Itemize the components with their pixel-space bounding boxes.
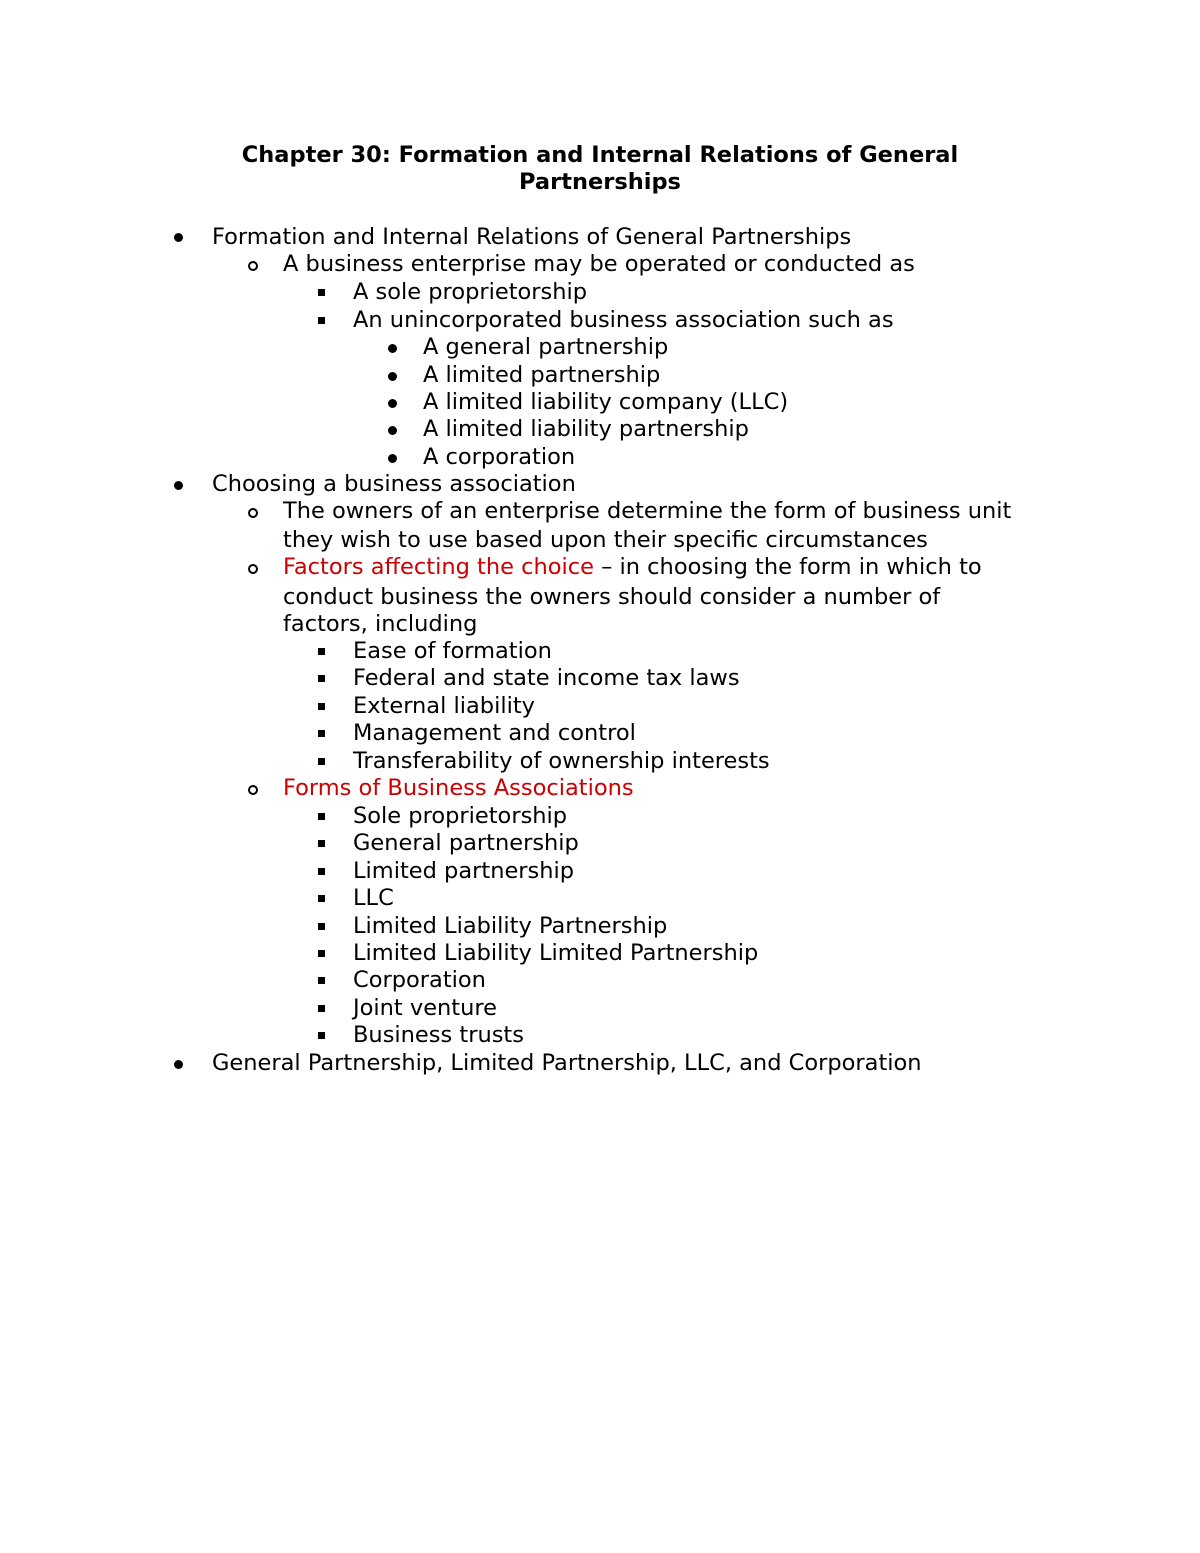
- list-item-level4: A limited liability company (LLC): [423, 389, 789, 415]
- list-item-level3: Management and control: [353, 720, 636, 746]
- list-item-level2-continuation: they wish to use based upon their specific circumstances: [283, 527, 928, 553]
- list-item-level1: Formation and Internal Relations of General Partnerships: [212, 224, 852, 250]
- bullet-disc-icon: [174, 1060, 183, 1069]
- page-title: [150, 142, 1050, 196]
- bullet-ring-icon: [248, 785, 258, 795]
- bullet-square-icon: [318, 758, 325, 765]
- bullet-disc-icon: [388, 454, 397, 463]
- list-item-level2-continuation: factors, including: [283, 611, 478, 637]
- list-item-level2: [283, 554, 982, 581]
- list-item-level4: A general partnership: [423, 334, 669, 360]
- bullet-disc-icon: [388, 344, 397, 353]
- highlight-term: Factors affecting the choice: [283, 554, 594, 580]
- list-item-level2: A business enterprise may be operated or conducted as: [283, 251, 915, 277]
- list-item-level3: Federal and state income tax laws: [353, 665, 740, 691]
- bullet-square-icon: [318, 950, 325, 957]
- bullet-square-icon: [318, 730, 325, 737]
- title-line-2: Partnerships: [519, 169, 681, 195]
- list-item-level3: Limited Liability Partnership: [353, 913, 668, 939]
- list-item-level3: General partnership: [353, 830, 579, 856]
- list-item-level3: Limited partnership: [353, 858, 575, 884]
- list-item-level3: A sole proprietorship: [353, 279, 588, 305]
- list-item-level1: General Partnership, Limited Partnership, LLC, and Corporation: [212, 1050, 922, 1076]
- list-item-level3: Sole proprietorship: [353, 803, 568, 829]
- bullet-disc-icon: [388, 399, 397, 408]
- list-item-text: – in choosing the form in which to: [593, 554, 982, 580]
- bullet-square-icon: [318, 868, 325, 875]
- list-item-level3: Ease of formation: [353, 638, 552, 664]
- bullet-square-icon: [318, 317, 325, 324]
- bullet-square-icon: [318, 923, 325, 930]
- bullet-disc-icon: [174, 233, 183, 242]
- bullet-disc-icon: [388, 426, 397, 435]
- bullet-square-icon: [318, 289, 325, 296]
- bullet-square-icon: [318, 895, 325, 902]
- list-item-level3: External liability: [353, 693, 535, 719]
- bullet-square-icon: [318, 703, 325, 710]
- bullet-ring-icon: [248, 564, 258, 574]
- list-item-level2-highlight: Forms of Business Associations: [283, 775, 634, 801]
- list-item-level3: Limited Liability Limited Partnership: [353, 940, 759, 966]
- list-item-level4: A corporation: [423, 444, 576, 470]
- list-item-level4: A limited liability partnership: [423, 416, 749, 442]
- title-line-1: Chapter 30: Formation and Internal Relations of General: [241, 142, 959, 168]
- bullet-square-icon: [318, 977, 325, 984]
- list-item-level3: Joint venture: [353, 995, 497, 1021]
- bullet-ring-icon: [248, 261, 258, 271]
- bullet-disc-icon: [174, 481, 183, 490]
- list-item-level4: A limited partnership: [423, 362, 661, 388]
- bullet-square-icon: [318, 840, 325, 847]
- list-item-level3: An unincorporated business association such as: [353, 307, 894, 333]
- bullet-disc-icon: [388, 372, 397, 381]
- list-item-level3: Transferability of ownership interests: [353, 748, 770, 774]
- list-item-level2-continuation: conduct business the owners should consider a number of: [283, 584, 941, 610]
- list-item-level2: The owners of an enterprise determine the form of business unit: [283, 498, 1012, 524]
- bullet-square-icon: [318, 675, 325, 682]
- bullet-square-icon: [318, 813, 325, 820]
- list-item-level3: LLC: [353, 885, 394, 911]
- bullet-square-icon: [318, 648, 325, 655]
- list-item-level3: Business trusts: [353, 1022, 524, 1048]
- bullet-ring-icon: [248, 508, 258, 518]
- list-item-level3: Corporation: [353, 967, 486, 993]
- bullet-square-icon: [318, 1005, 325, 1012]
- bullet-square-icon: [318, 1032, 325, 1039]
- list-item-level1: Choosing a business association: [212, 471, 576, 497]
